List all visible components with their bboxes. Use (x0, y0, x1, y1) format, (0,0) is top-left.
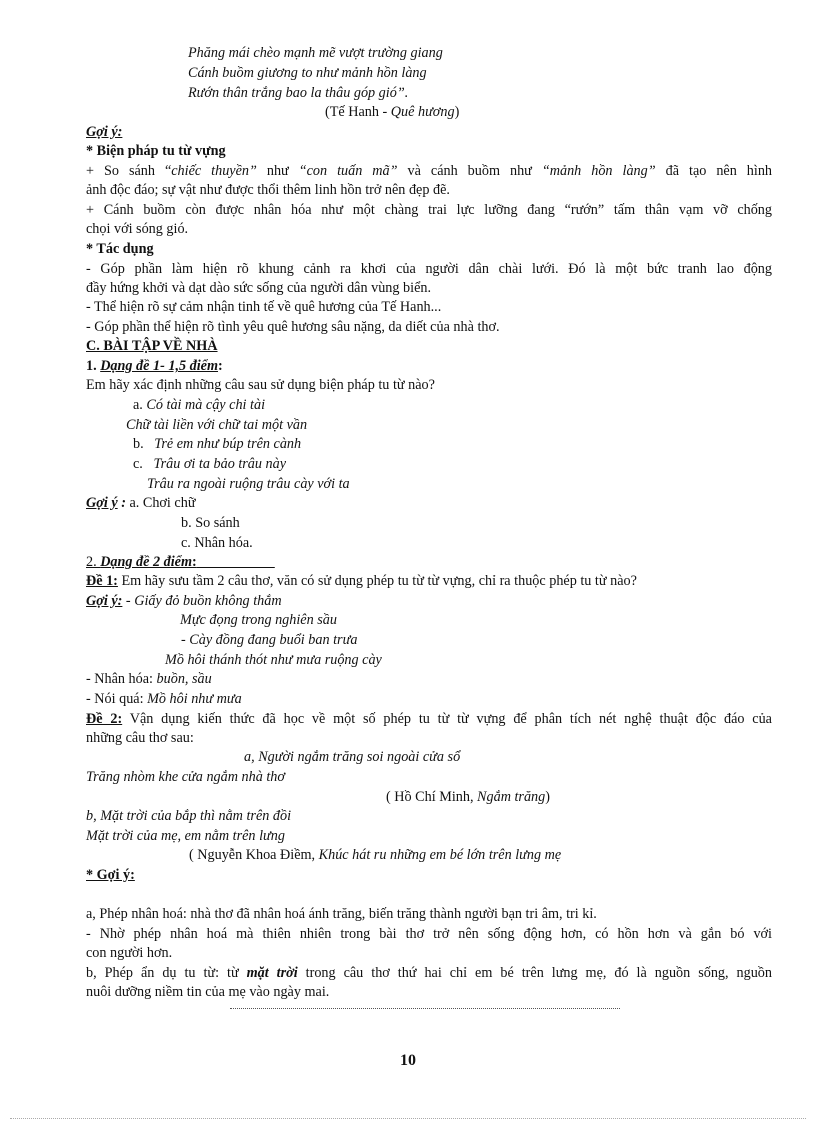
page-bottom-rule (10, 1118, 806, 1119)
hint-para-4: - Thể hiện rõ sự cảm nhận tinh tế về quê hương của Tế Hanh... (86, 299, 442, 315)
hint-para-2-line-2: chọi với sóng gió. (86, 221, 189, 237)
example-a-line-1: a. Có tài mà cậy chi tài (133, 397, 266, 413)
de-2-question-line-2: những câu thơ sau: (86, 730, 194, 746)
de-1-answer-1: - Nhân hóa: buồn, sầu (86, 671, 212, 687)
example-c-line-2: Trâu ra ngoài ruộng trâu cày với ta (147, 476, 350, 492)
poem-line-1: Phăng mái chèo mạnh mẽ vượt trường giang (188, 45, 443, 61)
example-c-line-1: c. Trâu ơi ta bảo trâu này (133, 456, 287, 472)
de-1-answer-2: - Nói quá: Mồ hôi như mưa (86, 691, 242, 707)
de-2-hint-label: * Gợi ý: (86, 867, 135, 883)
de-2-poem-b-line-1: b, Mặt trời của bắp thì nằm trên đồi (86, 808, 292, 824)
hint-para-2-line-1: + Cánh buồm còn được nhân hóa như một chàng trai lực lưỡng đang “rướn” tấm thân vạm vỡ chống (86, 202, 772, 218)
hint-para-1-line-2: ảnh độc đáo; sự vật như được thổi thêm linh hồn trở nên đẹp đẽ. (86, 182, 450, 198)
heading-bien-phap: * Biện pháp tu từ vựng (86, 143, 226, 159)
de-1-question: Đề 1: Em hãy sưu tầm 2 câu thơ, văn có sử dụng phép tu từ từ vựng, chỉ ra thuộc phép tu từ nào? (86, 573, 637, 589)
de-2-poem-b-source: ( Nguyễn Khoa Điềm, Khúc hát ru những em bé lớn trên lưng mẹ (189, 847, 562, 863)
de-1-hint-line-2: Mực đọng trong nghiên sầu (180, 612, 337, 628)
hint-label: Gợi ý: (86, 124, 123, 140)
de-1-hint-line-1: Gợi ý: - Giấy đỏ buồn không thắm (86, 593, 282, 609)
hint-para-5: - Góp phần thể hiện rõ tình yêu quê hương sâu nặng, da diết của nhà thơ. (86, 319, 500, 335)
de-2-poem-a-source: ( Hồ Chí Minh, Ngắm trăng) (386, 789, 550, 805)
poem-line-2: Cánh buồm giương to như mảnh hồn làng (188, 65, 427, 81)
de-2-answer-2-line-2: con người hơn. (86, 945, 173, 961)
dang-de-1-heading: 1. Dạng đề 1- 1,5 điểm: (86, 358, 223, 374)
de-2-poem-a-line-2: Trăng nhòm khe cửa ngắm nhà thơ (86, 769, 285, 785)
de-1-hint-line-4: Mồ hôi thánh thót như mưa ruộng cày (165, 652, 382, 668)
dotted-separator (230, 1008, 620, 1009)
de-2-poem-a-line-1: a, Người ngắm trăng soi ngoài cửa sổ (244, 749, 461, 765)
poem-source: (Tế Hanh - Quê hương) (325, 104, 460, 120)
hint-para-1-line-1: + So sánh “chiếc thuyền” như “con tuấn mã” và cánh buồm như “mảnh hồn làng” đã tạo nên hình (86, 163, 773, 179)
de-2-answer-1: a, Phép nhân hoá: nhà thơ đã nhân hoá ánh trăng, biến trăng thành người bạn tri âm, tri kỉ. (86, 906, 597, 922)
poem-line-3: Rướn thân trắng bao la thâu góp gió”. (188, 85, 409, 101)
hint-para-3-line-2: đầy hứng khởi và dạt dào sức sống của người dân vùng biển. (86, 280, 432, 296)
de-2-poem-b-line-2: Mặt trời của mẹ, em nằm trên lưng (86, 828, 285, 844)
answer-b: b. So sánh (181, 515, 240, 531)
de-2-answer-3-line-2: nuôi dưỡng niềm tin của mẹ vào ngày mai. (86, 984, 330, 1000)
example-b: b. Trẻ em như búp trên cành (133, 436, 302, 452)
section-c-title: C. BÀI TẬP VỀ NHÀ (86, 338, 218, 354)
dang-de-1-question: Em hãy xác định những câu sau sử dụng biện pháp tu từ nào? (86, 377, 435, 393)
de-2-answer-2-line-1: - Nhờ phép nhân hoá mà thiên nhiên trong bài thơ trở nên sống động hơn, có hồn hơn và gắn bó với (86, 926, 772, 942)
de-2-question-line-1: Đề 2: Vận dụng kiến thức đã học về một số phép tu từ từ vựng để phân tích nét nghệ thuật độc đáo của (86, 711, 772, 727)
de-2-answer-3-line-1: b, Phép ẩn dụ tu từ: từ mặt trời trong câu thơ thứ hai chỉ em bé trên lưng mẹ, đó là nguồn sống, nguồn (86, 965, 772, 981)
de-1-hint-line-3: - Cày đồng đang buổi ban trưa (181, 632, 358, 648)
example-a-line-2: Chữ tài liền với chữ tai một vần (126, 417, 308, 433)
answer-a: Gợi ý : a. Chơi chữ (86, 495, 196, 511)
heading-tac-dung: * Tác dụng (86, 241, 154, 257)
page-number: 10 (400, 1052, 416, 1069)
hint-para-3-line-1: - Góp phần làm hiện rõ khung cảnh ra khơi của người dân chài lưới. Đó là một bức tranh lao động (86, 261, 772, 277)
dang-de-2-heading: 2. Dạng đề 2 điểm: (86, 554, 197, 570)
answer-c: c. Nhân hóa. (181, 535, 253, 551)
